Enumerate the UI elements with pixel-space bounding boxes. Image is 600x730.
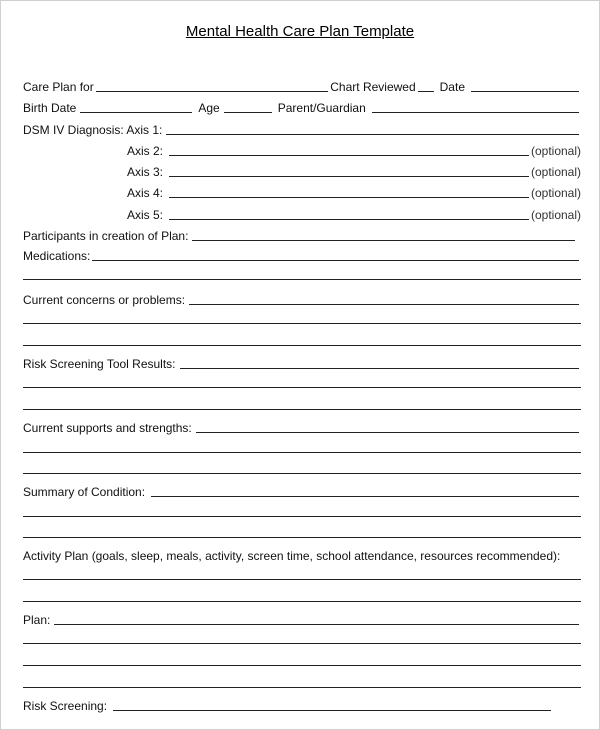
axis2-optional: (optional) (530, 144, 581, 158)
date-field[interactable] (471, 91, 579, 92)
risk-screening-tool-line-2[interactable] (23, 387, 581, 388)
row-birth-date (23, 99, 581, 115)
birth-date-label: Birth Date (23, 101, 77, 115)
risk-screening-field[interactable] (113, 710, 551, 711)
row-activity-plan (23, 547, 581, 563)
row-axis2 (127, 142, 581, 158)
row-risk-screening-tool (23, 355, 581, 371)
dsm-diagnosis-label: DSM IV Diagnosis: Axis 1: (23, 123, 163, 137)
summary-condition-field[interactable] (151, 496, 579, 497)
row-plan (23, 611, 581, 627)
current-supports-label: Current supports and strengths: (23, 421, 192, 435)
current-supports-line-2[interactable] (23, 452, 581, 453)
axis2-label: Axis 2: (127, 144, 164, 158)
row-summary-condition (23, 483, 581, 499)
parent-guardian-field[interactable] (372, 112, 579, 113)
risk-screening-tool-line-3[interactable] (23, 409, 581, 410)
row-axis3 (127, 163, 581, 179)
age-field[interactable] (224, 112, 272, 113)
birth-date-field[interactable] (80, 112, 192, 113)
medications-label: Medications: (23, 249, 91, 263)
activity-plan-label: Activity Plan (goals, sleep, meals, activity, screen time, school attendance, resources recommended): (23, 549, 561, 563)
row-participants (23, 227, 577, 243)
current-concerns-field[interactable] (189, 304, 579, 305)
axis4-optional: (optional) (530, 186, 581, 200)
axis4-field[interactable] (169, 197, 529, 198)
plan-line-3[interactable] (23, 665, 581, 666)
participants-field[interactable] (192, 240, 575, 241)
activity-plan-line-1[interactable] (23, 579, 581, 580)
row-axis4 (127, 184, 581, 200)
chart-reviewed-label: Chart Reviewed (330, 80, 416, 94)
row-axis5 (127, 206, 581, 222)
plan-line-2[interactable] (23, 643, 581, 644)
medications-line-2[interactable] (23, 279, 581, 280)
axis3-label: Axis 3: (127, 165, 164, 179)
age-label: Age (198, 101, 220, 115)
axis4-label: Axis 4: (127, 186, 164, 200)
axis5-label: Axis 5: (127, 208, 164, 222)
axis5-optional: (optional) (530, 208, 581, 222)
chart-reviewed-field[interactable] (418, 91, 434, 92)
axis5-field[interactable] (169, 219, 529, 220)
summary-condition-line-3[interactable] (23, 537, 581, 538)
row-medications (23, 247, 581, 263)
current-supports-line-3[interactable] (23, 473, 581, 474)
summary-condition-label: Summary of Condition: (23, 485, 146, 499)
row-risk-screening (23, 697, 553, 713)
current-concerns-line-2[interactable] (23, 323, 581, 324)
plan-field[interactable] (54, 624, 579, 625)
risk-screening-tool-label: Risk Screening Tool Results: (23, 357, 176, 371)
plan-label: Plan: (23, 613, 51, 627)
summary-condition-line-2[interactable] (23, 516, 581, 517)
page-title: Mental Health Care Plan Template (185, 23, 415, 40)
row-dsm-axis1 (23, 121, 581, 137)
row-current-supports (23, 419, 581, 435)
row-care-plan (23, 78, 581, 94)
current-concerns-label: Current concerns or problems: (23, 293, 186, 307)
care-plan-for-label: Care Plan for (23, 80, 94, 94)
participants-label: Participants in creation of Plan: (23, 229, 189, 243)
parent-guardian-label: Parent/Guardian (277, 101, 366, 115)
date-label: Date (439, 80, 465, 94)
axis3-optional: (optional) (530, 165, 581, 179)
risk-screening-tool-field[interactable] (180, 368, 579, 369)
current-concerns-line-3[interactable] (23, 345, 581, 346)
axis2-field[interactable] (169, 155, 529, 156)
axis1-field[interactable] (166, 134, 579, 135)
current-supports-field[interactable] (196, 432, 579, 433)
risk-screening-label: Risk Screening: (23, 699, 108, 713)
activity-plan-line-2[interactable] (23, 601, 581, 602)
row-current-concerns (23, 291, 581, 307)
plan-line-4[interactable] (23, 687, 581, 688)
axis3-field[interactable] (169, 176, 529, 177)
medications-field[interactable] (92, 260, 579, 261)
care-plan-for-field[interactable] (96, 91, 329, 92)
